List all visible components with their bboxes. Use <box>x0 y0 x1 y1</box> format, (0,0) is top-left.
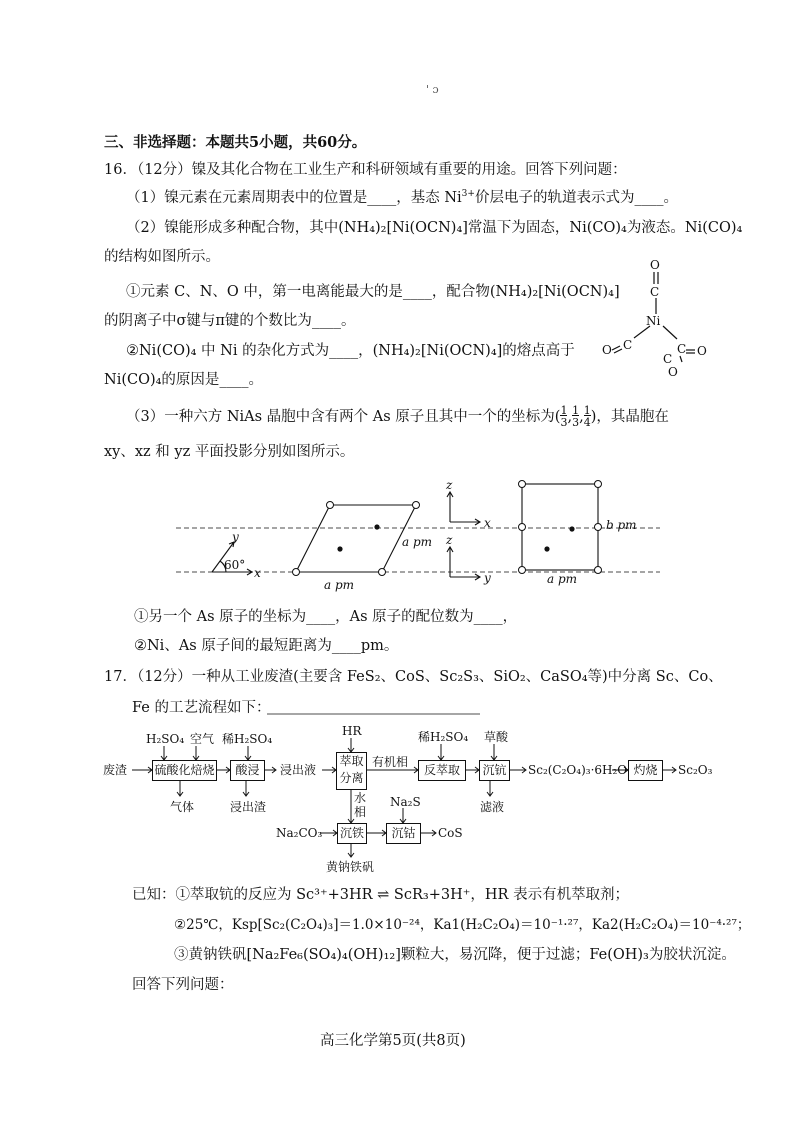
q16-part1: （1）镍元素在元素周期表中的位置是____，基态 $Ni^{3+}$价层电子的轨道表示式为____。 <box>126 189 678 206</box>
atom-ni: Ni <box>646 314 661 328</box>
q16-part2-line1: （2）镍能形成多种配合物，其中(NH₄)₂[Ni(OCN)₄]常温下为固态，Ni(CO)₄为液态。Ni(CO)₄ <box>126 220 743 236</box>
box-ppt-sc: 沉钪 <box>479 760 510 781</box>
q16-part3-sub1: ①另一个 As 原子的坐标为____，As 原子的配位数为____， <box>134 609 518 625</box>
box-back-extract: 反萃取 <box>418 760 466 781</box>
q16-part3-line2: xy、xz 和 yz 平面投影分别如图所示。 <box>104 444 355 460</box>
jarosite-label: 黄钠铁矾 <box>326 860 375 874</box>
water-phase-label: 水 相 <box>354 791 367 819</box>
q17-intro-a: 17．（12分）一种从工业废渣(主要含 FeS₂、CoS、Sc₂S₃、SiO₂、CaSO₄等)中分离 Sc、Co、 <box>104 669 723 685</box>
known-3: ③黄钠铁矾[Na₂Fe₆(SO₄)₄(OH)₁₂]颗粒大，易沉降，便于过滤；Fe(OH)₃为胶状沉淀。 <box>174 947 736 963</box>
atom-c-right: C <box>677 342 687 356</box>
output-gas: 气体 <box>170 800 195 814</box>
q16-part2-sub2-b: Ni(CO)₄的原因是____。 <box>104 372 263 388</box>
box-ppt-fe: 沉铁 <box>337 823 367 844</box>
filtrate-label: 滤液 <box>480 800 505 814</box>
known-2: ②25℃，Ksp[Sc₂(C₂O₄)₃]＝1.0×10⁻²⁴，Ka1(H₂C₂O₄)＝10⁻¹·²⁷，Ka2(H₂C₂O₄)＝10⁻⁴·²⁷； <box>174 917 751 933</box>
input-air: 空气 <box>190 732 215 746</box>
atom-o-top: O <box>650 258 660 272</box>
q16-part2-sub1-b: 的阴离子中σ键与π键的个数比为____。 <box>104 313 356 329</box>
input-hr: HR <box>342 724 362 738</box>
atom-o-bottom: O <box>668 365 678 379</box>
q16-part3-sub2: ②Ni、As 原子间的最短距离为____pm。 <box>134 638 399 654</box>
axis-y-label-2: y <box>484 571 491 585</box>
b-pm-label: b pm <box>606 518 637 532</box>
a-pm-side: a pm <box>402 535 433 549</box>
q16-part3-a: （3）一种六方 NiAs 晶胞中含有两个 As 原子且其中一个的坐标为$(\frac{1}{3},\frac{1}{3},\frac{1}{4})$，其晶胞在 <box>126 404 669 429</box>
atom-c-top: C <box>650 285 660 299</box>
blank: ____ <box>367 190 397 206</box>
fraction: $\frac{1}{4}$ <box>583 404 591 429</box>
axis-x-label: x <box>254 566 261 580</box>
box-ppt-co: 沉钴 <box>386 823 421 844</box>
sc2o3-label: Sc₂O₃ <box>678 763 713 777</box>
leachate-label: 浸出液 <box>280 763 317 777</box>
q16-part2-line2: 的结构如图所示。 <box>104 249 220 265</box>
q16-intro: 16．（12分）镍及其化合物在工业生产和科研领域有重要的用途。回答下列问题： <box>104 162 627 178</box>
atom-o-left: O <box>602 343 612 357</box>
atom-c-bottom: C <box>663 352 673 366</box>
cos-label: CoS <box>438 826 463 840</box>
angle-label: 60° <box>224 558 246 572</box>
axis-x-label-2: x <box>484 516 491 530</box>
q17-intro-b: Fe 的工艺流程如下： <box>132 700 271 716</box>
input-oxalic-acid: 草酸 <box>484 730 509 744</box>
known-1: 已知：①萃取钪的反应为 Sc³⁺+3HR ⇌ ScR₃+3H⁺，HR 表示有机萃取剂； <box>132 887 630 903</box>
blank: ____ <box>634 190 664 206</box>
atom-c-left: C <box>623 338 633 352</box>
box-burn: 灼烧 <box>628 760 663 781</box>
page-footer: 高三化学第5页(共8页) <box>320 1033 466 1049</box>
input-na2s: Na₂S <box>390 795 421 809</box>
axis-z-label-1: z <box>446 478 453 492</box>
section-title: 三、非选择题：本题共5小题，共60分。 <box>104 134 367 151</box>
answer-prompt: 回答下列问题： <box>132 977 234 993</box>
output-residue: 浸出渣 <box>230 800 267 814</box>
input-dilute-h2so4-2: 稀H₂SO₄ <box>418 730 469 744</box>
a-pm-rect: a pm <box>547 572 578 586</box>
sc-oxalate-label: Sc₂(C₂O₄)₃·6H₂O <box>528 763 628 777</box>
header-mark: ' ɔ <box>426 83 439 96</box>
box-extract: 萃取 分离 <box>336 752 367 790</box>
q16-part2-sub1-a: ①元素 C、N、O 中，第一电离能最大的是____，配合物(NH₄)₂[Ni(OCN)₄] <box>126 284 620 300</box>
box-leach: 酸浸 <box>230 760 265 781</box>
input-h2so4: H₂SO₄ <box>146 732 185 746</box>
q16-part2-sub2-a: ②Ni(CO)₄ 中 Ni 的杂化方式为____，(NH₄)₂[Ni(OCN)₄]的熔点高于 <box>126 343 575 359</box>
atom-o-right: O <box>697 344 707 358</box>
input-na2co3: Na₂CO₃ <box>276 826 323 840</box>
box-roast: 硫酸化焙烧 <box>152 760 217 781</box>
fraction: $\frac{1}{3}$ <box>560 404 568 429</box>
flow-raw: 废渣 <box>103 763 128 777</box>
a-pm-bottom: a pm <box>324 578 355 592</box>
axis-y-label: y <box>232 530 239 544</box>
fraction: $\frac{1}{3}$ <box>572 404 580 429</box>
organic-phase-label: 有机相 <box>372 755 409 769</box>
axis-z-label-2: z <box>446 533 453 547</box>
input-dilute-h2so4: 稀H₂SO₄ <box>222 732 273 746</box>
